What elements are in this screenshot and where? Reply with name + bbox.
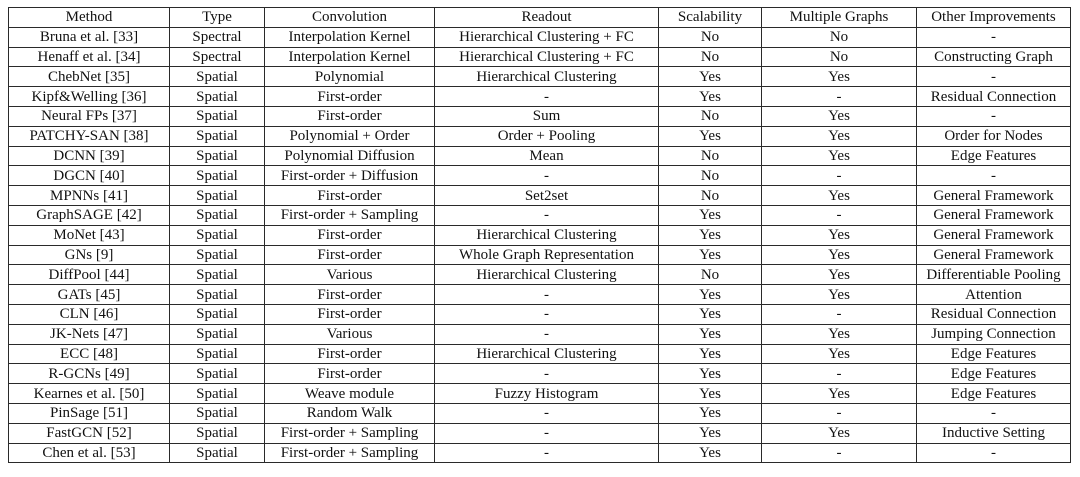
cell-multiple-graphs: Yes xyxy=(762,126,917,146)
table-row xyxy=(9,225,1071,245)
cell-readout: Order + Pooling xyxy=(435,126,659,146)
header-other-improvements: Other Improvements xyxy=(917,8,1071,28)
cell-multiple-graphs: No xyxy=(762,47,917,67)
cell-scalability: No xyxy=(659,47,762,67)
cell-multiple-graphs: No xyxy=(762,27,917,47)
cell-multiple-graphs: Yes xyxy=(762,344,917,364)
table-row xyxy=(9,384,1071,404)
cell-method: CLN [46] xyxy=(9,304,170,324)
table-row xyxy=(9,27,1071,47)
cell-type: Spatial xyxy=(170,166,265,186)
cell-method: Henaff et al. [34] xyxy=(9,47,170,67)
cell-convolution: Polynomial Diffusion xyxy=(265,146,435,166)
cell-convolution: First-order xyxy=(265,245,435,265)
cell-method: ChebNet [35] xyxy=(9,67,170,87)
cell-multiple-graphs: Yes xyxy=(762,384,917,404)
cell-convolution: First-order + Sampling xyxy=(265,423,435,443)
cell-convolution: Random Walk xyxy=(265,403,435,423)
header-scalability: Scalability xyxy=(659,8,762,28)
cell-type: Spatial xyxy=(170,106,265,126)
cell-type: Spatial xyxy=(170,67,265,87)
cell-convolution: First-order xyxy=(265,186,435,206)
cell-scalability: Yes xyxy=(659,245,762,265)
cell-convolution: Interpolation Kernel xyxy=(265,47,435,67)
cell-method: GATs [45] xyxy=(9,285,170,305)
cell-scalability: Yes xyxy=(659,364,762,384)
cell-method: R-GCNs [49] xyxy=(9,364,170,384)
table-row xyxy=(9,205,1071,225)
cell-multiple-graphs: - xyxy=(762,304,917,324)
cell-method: Chen et al. [53] xyxy=(9,443,170,463)
cell-method: Neural FPs [37] xyxy=(9,106,170,126)
cell-readout: - xyxy=(435,285,659,305)
cell-method: MPNNs [41] xyxy=(9,186,170,206)
cell-multiple-graphs: - xyxy=(762,166,917,186)
cell-type: Spatial xyxy=(170,146,265,166)
cell-convolution: Various xyxy=(265,265,435,285)
cell-scalability: Yes xyxy=(659,324,762,344)
cell-type: Spectral xyxy=(170,47,265,67)
comparison-table-container xyxy=(8,7,1071,463)
cell-type: Spectral xyxy=(170,27,265,47)
cell-other-improvements: General Framework xyxy=(917,186,1071,206)
cell-other-improvements: Residual Connection xyxy=(917,304,1071,324)
cell-multiple-graphs: Yes xyxy=(762,186,917,206)
cell-readout: - xyxy=(435,166,659,186)
cell-type: Spatial xyxy=(170,344,265,364)
cell-other-improvements: Residual Connection xyxy=(917,87,1071,107)
cell-type: Spatial xyxy=(170,384,265,404)
cell-type: Spatial xyxy=(170,245,265,265)
cell-type: Spatial xyxy=(170,265,265,285)
cell-readout: - xyxy=(435,403,659,423)
cell-convolution: First-order xyxy=(265,344,435,364)
cell-multiple-graphs: Yes xyxy=(762,106,917,126)
cell-type: Spatial xyxy=(170,304,265,324)
cell-type: Spatial xyxy=(170,225,265,245)
cell-readout: Set2set xyxy=(435,186,659,206)
cell-other-improvements: Edge Features xyxy=(917,146,1071,166)
table-row xyxy=(9,126,1071,146)
cell-readout: - xyxy=(435,364,659,384)
table-row xyxy=(9,304,1071,324)
header-type: Type xyxy=(170,8,265,28)
cell-type: Spatial xyxy=(170,443,265,463)
cell-readout: Hierarchical Clustering xyxy=(435,225,659,245)
cell-method: Kipf&Welling [36] xyxy=(9,87,170,107)
cell-multiple-graphs: Yes xyxy=(762,245,917,265)
cell-scalability: Yes xyxy=(659,423,762,443)
cell-other-improvements: Attention xyxy=(917,285,1071,305)
cell-convolution: First-order + Sampling xyxy=(265,443,435,463)
table-row xyxy=(9,344,1071,364)
cell-other-improvements: General Framework xyxy=(917,245,1071,265)
cell-scalability: No xyxy=(659,27,762,47)
cell-scalability: No xyxy=(659,146,762,166)
cell-convolution: First-order xyxy=(265,225,435,245)
cell-method: Bruna et al. [33] xyxy=(9,27,170,47)
cell-other-improvements: - xyxy=(917,443,1071,463)
cell-scalability: Yes xyxy=(659,67,762,87)
cell-other-improvements: Constructing Graph xyxy=(917,47,1071,67)
cell-readout: Sum xyxy=(435,106,659,126)
cell-convolution: First-order + Sampling xyxy=(265,205,435,225)
cell-multiple-graphs: - xyxy=(762,443,917,463)
cell-readout: - xyxy=(435,324,659,344)
cell-readout: - xyxy=(435,443,659,463)
table-row xyxy=(9,106,1071,126)
cell-multiple-graphs: Yes xyxy=(762,265,917,285)
cell-scalability: Yes xyxy=(659,225,762,245)
cell-convolution: First-order xyxy=(265,285,435,305)
cell-multiple-graphs: Yes xyxy=(762,225,917,245)
table-row xyxy=(9,265,1071,285)
comparison-table xyxy=(8,7,1071,463)
cell-scalability: Yes xyxy=(659,126,762,146)
cell-method: DGCN [40] xyxy=(9,166,170,186)
table-row xyxy=(9,443,1071,463)
cell-type: Spatial xyxy=(170,364,265,384)
cell-multiple-graphs: - xyxy=(762,403,917,423)
cell-convolution: Polynomial + Order xyxy=(265,126,435,146)
cell-scalability: No xyxy=(659,166,762,186)
cell-readout: Hierarchical Clustering xyxy=(435,265,659,285)
cell-other-improvements: Inductive Setting xyxy=(917,423,1071,443)
cell-scalability: Yes xyxy=(659,304,762,324)
cell-readout: - xyxy=(435,423,659,443)
cell-other-improvements: General Framework xyxy=(917,205,1071,225)
cell-method: GNs [9] xyxy=(9,245,170,265)
cell-other-improvements: Edge Features xyxy=(917,384,1071,404)
cell-method: JK-Nets [47] xyxy=(9,324,170,344)
cell-method: MoNet [43] xyxy=(9,225,170,245)
cell-convolution: First-order xyxy=(265,106,435,126)
cell-multiple-graphs: - xyxy=(762,205,917,225)
cell-type: Spatial xyxy=(170,87,265,107)
header-convolution: Convolution xyxy=(265,8,435,28)
cell-other-improvements: Jumping Connection xyxy=(917,324,1071,344)
table-row xyxy=(9,166,1071,186)
cell-type: Spatial xyxy=(170,205,265,225)
cell-other-improvements: - xyxy=(917,106,1071,126)
cell-scalability: No xyxy=(659,106,762,126)
cell-method: PinSage [51] xyxy=(9,403,170,423)
cell-type: Spatial xyxy=(170,186,265,206)
cell-method: DCNN [39] xyxy=(9,146,170,166)
cell-readout: - xyxy=(435,87,659,107)
cell-multiple-graphs: Yes xyxy=(762,423,917,443)
cell-method: FastGCN [52] xyxy=(9,423,170,443)
table-row xyxy=(9,285,1071,305)
table-row xyxy=(9,67,1071,87)
cell-other-improvements: - xyxy=(917,27,1071,47)
cell-readout: Hierarchical Clustering xyxy=(435,67,659,87)
cell-other-improvements: - xyxy=(917,403,1071,423)
cell-convolution: Polynomial xyxy=(265,67,435,87)
header-readout: Readout xyxy=(435,8,659,28)
cell-other-improvements: General Framework xyxy=(917,225,1071,245)
cell-multiple-graphs: Yes xyxy=(762,324,917,344)
cell-type: Spatial xyxy=(170,403,265,423)
table-row xyxy=(9,324,1071,344)
cell-other-improvements: Order for Nodes xyxy=(917,126,1071,146)
table-body xyxy=(9,27,1071,463)
cell-multiple-graphs: Yes xyxy=(762,67,917,87)
cell-convolution: First-order xyxy=(265,304,435,324)
cell-convolution: First-order + Diffusion xyxy=(265,166,435,186)
cell-other-improvements: Edge Features xyxy=(917,364,1071,384)
cell-readout: Hierarchical Clustering + FC xyxy=(435,27,659,47)
cell-scalability: Yes xyxy=(659,344,762,364)
cell-type: Spatial xyxy=(170,324,265,344)
cell-scalability: Yes xyxy=(659,87,762,107)
cell-method: Kearnes et al. [50] xyxy=(9,384,170,404)
cell-convolution: First-order xyxy=(265,87,435,107)
cell-multiple-graphs: - xyxy=(762,87,917,107)
cell-readout: Hierarchical Clustering + FC xyxy=(435,47,659,67)
cell-scalability: Yes xyxy=(659,403,762,423)
table-row xyxy=(9,146,1071,166)
cell-readout: - xyxy=(435,304,659,324)
cell-multiple-graphs: Yes xyxy=(762,146,917,166)
table-row xyxy=(9,245,1071,265)
cell-readout: Hierarchical Clustering xyxy=(435,344,659,364)
cell-method: GraphSAGE [42] xyxy=(9,205,170,225)
header-multiple-graphs: Multiple Graphs xyxy=(762,8,917,28)
cell-convolution: Various xyxy=(265,324,435,344)
cell-scalability: No xyxy=(659,186,762,206)
cell-method: ECC [48] xyxy=(9,344,170,364)
cell-scalability: No xyxy=(659,265,762,285)
cell-method: PATCHY-SAN [38] xyxy=(9,126,170,146)
cell-readout: Mean xyxy=(435,146,659,166)
cell-other-improvements: Edge Features xyxy=(917,344,1071,364)
cell-scalability: Yes xyxy=(659,384,762,404)
cell-other-improvements: - xyxy=(917,67,1071,87)
table-row xyxy=(9,364,1071,384)
cell-scalability: Yes xyxy=(659,443,762,463)
header-method: Method xyxy=(9,8,170,28)
cell-type: Spatial xyxy=(170,285,265,305)
table-row xyxy=(9,87,1071,107)
cell-readout: - xyxy=(435,205,659,225)
table-row xyxy=(9,47,1071,67)
cell-readout: Fuzzy Histogram xyxy=(435,384,659,404)
table-header-row xyxy=(9,8,1071,28)
cell-scalability: Yes xyxy=(659,205,762,225)
cell-other-improvements: Differentiable Pooling xyxy=(917,265,1071,285)
table-row xyxy=(9,186,1071,206)
cell-convolution: First-order xyxy=(265,364,435,384)
cell-readout: Whole Graph Representation xyxy=(435,245,659,265)
cell-other-improvements: - xyxy=(917,166,1071,186)
cell-type: Spatial xyxy=(170,423,265,443)
cell-method: DiffPool [44] xyxy=(9,265,170,285)
cell-convolution: Interpolation Kernel xyxy=(265,27,435,47)
table-row xyxy=(9,403,1071,423)
cell-multiple-graphs: Yes xyxy=(762,285,917,305)
cell-multiple-graphs: - xyxy=(762,364,917,384)
cell-scalability: Yes xyxy=(659,285,762,305)
cell-type: Spatial xyxy=(170,126,265,146)
table-row xyxy=(9,423,1071,443)
cell-convolution: Weave module xyxy=(265,384,435,404)
